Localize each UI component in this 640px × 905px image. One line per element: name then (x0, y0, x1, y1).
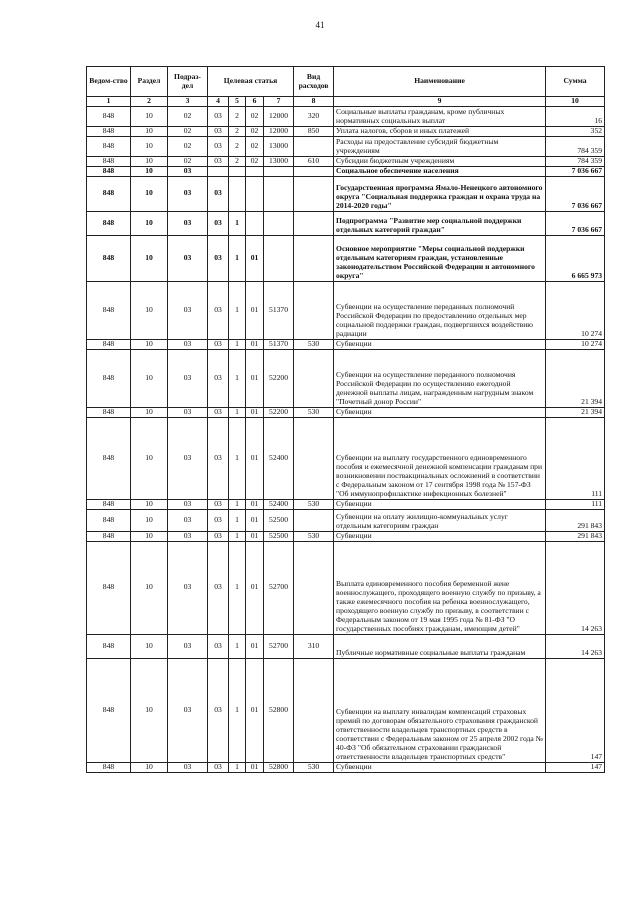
cell-target-1: 03 (208, 417, 229, 499)
cell-target-4: 52500 (264, 509, 294, 531)
cell-podrazdel: 02 (168, 106, 208, 126)
cell-razdel: 10 (131, 349, 168, 407)
cell-razdel: 10 (131, 166, 168, 176)
cell-vedomstvo: 848 (87, 349, 131, 407)
cell-target-3: 01 (246, 349, 264, 407)
cell-podrazdel: 03 (168, 407, 208, 417)
cell-vedomstvo: 848 (87, 136, 131, 156)
table-row (87, 509, 605, 531)
cell-razdel: 10 (131, 634, 168, 658)
cell-vedomstvo: 848 (87, 417, 131, 499)
cell-target-4: 13000 (264, 156, 294, 166)
cell-podrazdel: 03 (168, 634, 208, 658)
cell-summa: 291 843 (546, 509, 605, 531)
cell-target-1: 03 (208, 531, 229, 541)
cell-podrazdel: 02 (168, 156, 208, 166)
cell-target-4: 13000 (264, 136, 294, 156)
cell-vedomstvo: 848 (87, 541, 131, 634)
cell-target-3: 01 (246, 509, 264, 531)
cell-target-4: 52400 (264, 499, 294, 509)
cell-naimenovanie: Субсидии бюджетным учреждениям (334, 156, 546, 166)
table-row (87, 762, 605, 772)
cell-target-2: 1 (229, 235, 246, 281)
cell-target-3: 01 (246, 235, 264, 281)
cell-vid-rashodov: 530 (294, 339, 334, 349)
cell-target-4: 12000 (264, 126, 294, 136)
cell-vid-rashodov (294, 349, 334, 407)
cell-naimenovanie: Субвенции (334, 407, 546, 417)
header-vedomstvo: Ведом-ство (87, 67, 131, 97)
cell-target-3: 01 (246, 541, 264, 634)
cell-naimenovanie: Субвенции (334, 339, 546, 349)
cell-vid-rashodov: 530 (294, 762, 334, 772)
cell-podrazdel: 03 (168, 211, 208, 235)
table-header (87, 67, 605, 107)
cell-summa: 6 665 973 (546, 235, 605, 281)
cell-target-1: 03 (208, 349, 229, 407)
cell-target-1: 03 (208, 281, 229, 339)
cell-summa: 16 (546, 106, 605, 126)
cell-naimenovanie: Государственная программа Ямало-Ненецкого автономного округа "Социальная поддержка граждан и охрана труда на 2014-2020 годы" (334, 176, 546, 211)
cell-target-1: 03 (208, 509, 229, 531)
cell-vid-rashodov: 530 (294, 407, 334, 417)
cell-vedomstvo: 848 (87, 509, 131, 531)
cell-target-4 (264, 211, 294, 235)
table-row (87, 136, 605, 156)
cell-target-4 (264, 166, 294, 176)
cell-razdel: 10 (131, 762, 168, 772)
cell-razdel: 10 (131, 211, 168, 235)
cell-naimenovanie: Субвенции на осуществление переданных полномочий Российской Федерации по предоставлению отдельных мер социальной поддержки граждан, подвергшихся воздействию радиации (334, 281, 546, 339)
cell-target-1: 03 (208, 499, 229, 509)
cell-naimenovanie: Расходы на предоставление субсидий бюджетным учреждениям (334, 136, 546, 156)
cell-vid-rashodov (294, 166, 334, 176)
cell-vid-rashodov: 320 (294, 106, 334, 126)
cell-razdel: 10 (131, 509, 168, 531)
cell-podrazdel: 03 (168, 417, 208, 499)
column-number-cell: 3 (168, 97, 208, 107)
header-row (87, 67, 605, 97)
cell-summa: 21 394 (546, 407, 605, 417)
cell-target-4: 52200 (264, 407, 294, 417)
table-row (87, 499, 605, 509)
cell-razdel: 10 (131, 339, 168, 349)
cell-naimenovanie: Основное мероприятие "Меры социальной поддержки отдельным категориям граждан, установленные законодательством Российской Федерации и автономного округа" (334, 235, 546, 281)
cell-target-2: 2 (229, 136, 246, 156)
cell-target-2 (229, 166, 246, 176)
cell-target-3 (246, 176, 264, 211)
cell-target-4: 52800 (264, 762, 294, 772)
cell-summa: 147 (546, 762, 605, 772)
cell-podrazdel: 03 (168, 658, 208, 762)
header-naimenovanie: Наименование (334, 67, 546, 97)
cell-target-2: 2 (229, 156, 246, 166)
table-row (87, 531, 605, 541)
header-summa: Сумма (546, 67, 605, 97)
cell-podrazdel: 03 (168, 531, 208, 541)
cell-razdel: 10 (131, 541, 168, 634)
cell-podrazdel: 03 (168, 509, 208, 531)
table-row (87, 658, 605, 762)
cell-razdel: 10 (131, 499, 168, 509)
cell-summa: 7 036 667 (546, 211, 605, 235)
cell-vedomstvo: 848 (87, 658, 131, 762)
table-row (87, 176, 605, 211)
column-number-cell: 8 (294, 97, 334, 107)
cell-razdel: 10 (131, 407, 168, 417)
table-row (87, 106, 605, 126)
cell-razdel: 10 (131, 531, 168, 541)
table-row (87, 211, 605, 235)
cell-target-2: 2 (229, 126, 246, 136)
table-row (87, 126, 605, 136)
cell-vid-rashodov: 610 (294, 156, 334, 166)
cell-summa: 14 263 (546, 541, 605, 634)
cell-podrazdel: 03 (168, 541, 208, 634)
cell-razdel: 10 (131, 417, 168, 499)
cell-target-1: 03 (208, 541, 229, 634)
column-number-cell: 5 (229, 97, 246, 107)
cell-target-3: 01 (246, 417, 264, 499)
cell-target-2 (229, 176, 246, 211)
cell-target-3: 01 (246, 634, 264, 658)
cell-podrazdel: 03 (168, 166, 208, 176)
cell-target-1: 03 (208, 211, 229, 235)
cell-target-4: 51370 (264, 281, 294, 339)
cell-summa: 7 036 667 (546, 176, 605, 211)
table-row (87, 339, 605, 349)
cell-vid-rashodov (294, 211, 334, 235)
cell-target-4 (264, 235, 294, 281)
cell-vid-rashodov (294, 176, 334, 211)
cell-vid-rashodov: 530 (294, 499, 334, 509)
cell-summa: 10 274 (546, 281, 605, 339)
cell-target-4 (264, 176, 294, 211)
cell-target-3: 01 (246, 281, 264, 339)
cell-podrazdel: 03 (168, 281, 208, 339)
cell-target-2: 2 (229, 106, 246, 126)
cell-naimenovanie: Субвенции на осуществление переданного полномочия Российской Федерации по осуществлению ежегодной денежной выплаты лицам, награжденным нагрудным знаком "Почетный донор России" (334, 349, 546, 407)
cell-podrazdel: 03 (168, 176, 208, 211)
header-podrazdel: Подраз-дел (168, 67, 208, 97)
cell-summa: 291 843 (546, 531, 605, 541)
cell-vedomstvo: 848 (87, 281, 131, 339)
column-number-cell: 7 (264, 97, 294, 107)
cell-target-1: 03 (208, 106, 229, 126)
cell-razdel: 10 (131, 281, 168, 339)
cell-target-3: 01 (246, 762, 264, 772)
cell-vedomstvo: 848 (87, 407, 131, 417)
table-row (87, 541, 605, 634)
cell-naimenovanie: Публичные нормативные социальные выплаты гражданам (334, 634, 546, 658)
header-vid-rashodov: Вид расходов (294, 67, 334, 97)
column-number-cell: 2 (131, 97, 168, 107)
cell-vid-rashodov (294, 509, 334, 531)
column-number-cell: 10 (546, 97, 605, 107)
cell-target-2: 1 (229, 531, 246, 541)
cell-target-2: 1 (229, 417, 246, 499)
cell-target-2: 1 (229, 281, 246, 339)
cell-podrazdel: 02 (168, 136, 208, 156)
table-body (87, 106, 605, 772)
column-number-row (87, 97, 605, 107)
cell-naimenovanie: Социальное обеспечение населения (334, 166, 546, 176)
cell-target-3: 01 (246, 658, 264, 762)
cell-naimenovanie: Субвенции на выплату инвалидам компенсаций страховых премий по договорам обязательного страхования гражданской ответственности владельцев транспортных средств в соответствии с Федеральным законом от 25 апреля 2002 года № 40-ФЗ "Об обязательном страховании гражданской ответственности владельцев транспортных средств" (334, 658, 546, 762)
cell-summa: 7 036 667 (546, 166, 605, 176)
cell-target-1: 03 (208, 407, 229, 417)
cell-razdel: 10 (131, 106, 168, 126)
cell-razdel: 10 (131, 126, 168, 136)
cell-target-4: 52400 (264, 417, 294, 499)
table-row (87, 166, 605, 176)
cell-vedomstvo: 848 (87, 106, 131, 126)
cell-target-3: 02 (246, 156, 264, 166)
cell-summa: 14 263 (546, 634, 605, 658)
cell-razdel: 10 (131, 156, 168, 166)
cell-summa: 111 (546, 417, 605, 499)
cell-razdel: 10 (131, 176, 168, 211)
cell-podrazdel: 03 (168, 499, 208, 509)
cell-vedomstvo: 848 (87, 339, 131, 349)
cell-vid-rashodov (294, 136, 334, 156)
table-row (87, 634, 605, 658)
cell-target-1: 03 (208, 658, 229, 762)
column-number-cell: 1 (87, 97, 131, 107)
cell-vid-rashodov: 530 (294, 531, 334, 541)
cell-vedomstvo: 848 (87, 762, 131, 772)
cell-target-1 (208, 166, 229, 176)
cell-target-4: 51370 (264, 339, 294, 349)
cell-target-3: 02 (246, 126, 264, 136)
cell-target-2: 1 (229, 762, 246, 772)
cell-target-4: 12000 (264, 106, 294, 126)
cell-naimenovanie: Субвенции (334, 499, 546, 509)
cell-vedomstvo: 848 (87, 211, 131, 235)
cell-target-3: 01 (246, 339, 264, 349)
cell-vid-rashodov: 850 (294, 126, 334, 136)
cell-target-2: 1 (229, 339, 246, 349)
cell-target-3 (246, 166, 264, 176)
cell-target-3: 01 (246, 531, 264, 541)
header-razdel: Раздел (131, 67, 168, 97)
cell-target-4: 52700 (264, 634, 294, 658)
cell-target-4: 52500 (264, 531, 294, 541)
cell-target-2: 1 (229, 634, 246, 658)
cell-target-2: 1 (229, 541, 246, 634)
cell-summa: 111 (546, 499, 605, 509)
column-number-cell: 6 (246, 97, 264, 107)
column-number-cell: 4 (208, 97, 229, 107)
cell-vid-rashodov: 310 (294, 634, 334, 658)
cell-target-1: 03 (208, 126, 229, 136)
cell-razdel: 10 (131, 235, 168, 281)
cell-target-4: 52200 (264, 349, 294, 407)
cell-target-1: 03 (208, 762, 229, 772)
cell-target-1: 03 (208, 634, 229, 658)
cell-vid-rashodov (294, 541, 334, 634)
cell-target-1: 03 (208, 136, 229, 156)
page-number: 41 (315, 20, 325, 30)
cell-vedomstvo: 848 (87, 156, 131, 166)
cell-vedomstvo: 848 (87, 166, 131, 176)
budget-table (86, 66, 605, 773)
cell-vedomstvo: 848 (87, 176, 131, 211)
cell-summa: 10 274 (546, 339, 605, 349)
cell-target-1: 03 (208, 235, 229, 281)
cell-target-4: 52800 (264, 658, 294, 762)
cell-vedomstvo: 848 (87, 235, 131, 281)
cell-summa: 352 (546, 126, 605, 136)
cell-target-2: 1 (229, 658, 246, 762)
cell-naimenovanie: Выплата единовременного пособия беременной жене военнослужащего, проходящего военную службу по призыву, а также ежемесячного пособия на ребенка военнослужащего, проходящего военную службу по призыву, в соответствии с Федеральным законом от 19 мая 1995 года № 81-ФЗ "О государственных пособиях гражданам, имеющим детей" (334, 541, 546, 634)
cell-podrazdel: 03 (168, 235, 208, 281)
cell-naimenovanie: Субвенции (334, 762, 546, 772)
cell-target-3: 01 (246, 407, 264, 417)
table-row (87, 281, 605, 339)
cell-razdel: 10 (131, 658, 168, 762)
cell-naimenovanie: Подпрограмма "Развитие мер социальной поддержки отдельных категорий граждан" (334, 211, 546, 235)
cell-target-1: 03 (208, 176, 229, 211)
cell-podrazdel: 02 (168, 126, 208, 136)
cell-naimenovanie: Субвенции на оплату жилищно-коммунальных услуг отдельным категориям граждан (334, 509, 546, 531)
cell-naimenovanie: Социальные выплаты гражданам, кроме публичных нормативных социальных выплат (334, 106, 546, 126)
cell-podrazdel: 03 (168, 349, 208, 407)
cell-target-1: 03 (208, 339, 229, 349)
cell-summa: 21 394 (546, 349, 605, 407)
cell-naimenovanie: Субвенции на выплату государственного единовременного пособия и ежемесячной денежной компенсации гражданам при возникновении поствакцинальных осложнений в соответствии с Федеральным законом от 17 сентября 1998 года № 157-ФЗ "Об иммунопрофилактике инфекционных болезней" (334, 417, 546, 499)
cell-vid-rashodov (294, 417, 334, 499)
cell-summa: 147 (546, 658, 605, 762)
cell-vid-rashodov (294, 281, 334, 339)
cell-naimenovanie: Уплата налогов, сборов и иных платежей (334, 126, 546, 136)
table-row (87, 235, 605, 281)
cell-naimenovanie: Субвенции (334, 531, 546, 541)
cell-podrazdel: 03 (168, 339, 208, 349)
cell-vedomstvo: 848 (87, 634, 131, 658)
cell-razdel: 10 (131, 136, 168, 156)
cell-vid-rashodov (294, 235, 334, 281)
cell-target-2: 1 (229, 407, 246, 417)
cell-target-2: 1 (229, 499, 246, 509)
table-row (87, 407, 605, 417)
cell-target-3: 02 (246, 106, 264, 126)
cell-vedomstvo: 848 (87, 126, 131, 136)
cell-podrazdel: 03 (168, 762, 208, 772)
table-row (87, 417, 605, 499)
cell-summa: 784 359 (546, 156, 605, 166)
column-number-cell: 9 (334, 97, 546, 107)
cell-target-2: 1 (229, 349, 246, 407)
header-tselevaya-statya: Целевая статья (208, 67, 294, 97)
table-row (87, 349, 605, 407)
cell-vedomstvo: 848 (87, 499, 131, 509)
cell-target-2: 1 (229, 509, 246, 531)
cell-target-4: 52700 (264, 541, 294, 634)
cell-summa: 784 359 (546, 136, 605, 156)
cell-target-1: 03 (208, 156, 229, 166)
cell-target-3: 02 (246, 136, 264, 156)
cell-target-3: 01 (246, 499, 264, 509)
cell-vedomstvo: 848 (87, 531, 131, 541)
cell-target-3 (246, 211, 264, 235)
cell-target-2: 1 (229, 211, 246, 235)
table-row (87, 156, 605, 166)
cell-vid-rashodov (294, 658, 334, 762)
